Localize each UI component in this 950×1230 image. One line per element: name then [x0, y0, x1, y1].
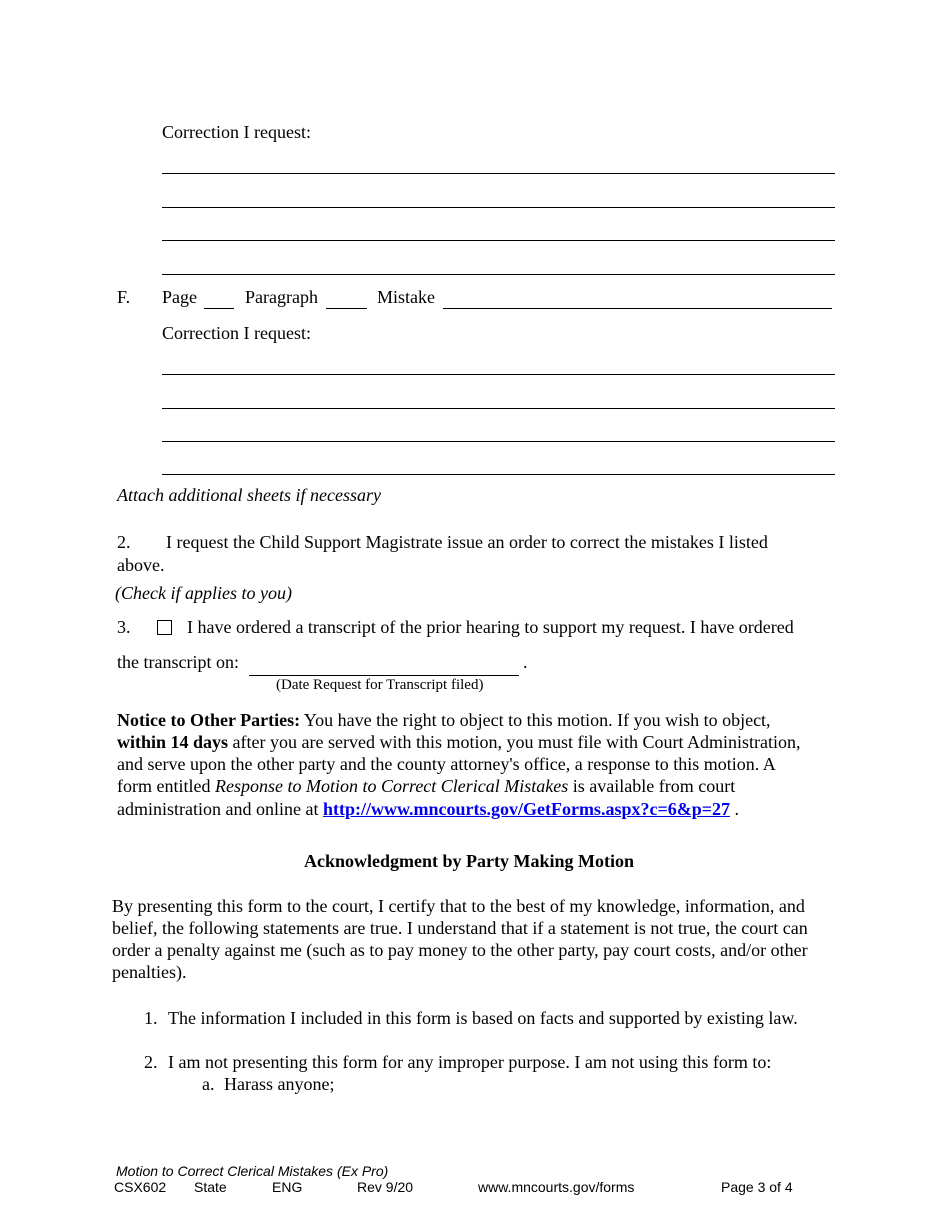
section-f-letter: F.	[117, 287, 131, 307]
check-note: (Check if applies to you)	[115, 583, 292, 603]
footer-language: ENG	[272, 1179, 303, 1195]
item3-text-line1: I have ordered a transcript of the prior hearing to support my request. I have ordered	[187, 617, 794, 637]
notice-text-5a: administration and online at	[117, 799, 323, 819]
page-label: Page	[162, 287, 197, 307]
notice-heading: Notice to Other Parties:	[117, 710, 301, 730]
correction-line-f-4[interactable]	[162, 474, 835, 475]
correction-line-f-1[interactable]	[162, 374, 835, 375]
attach-note: Attach additional sheets if necessary	[117, 485, 381, 505]
ack-para-line-3: order a penalty against me (such as to pay money to the other party, pay court costs, and/or other	[112, 940, 808, 960]
ack-item-1-text: The information I included in this form is based on facts and supported by existing law.	[168, 1008, 798, 1028]
getforms-link[interactable]: http://www.mncourts.gov/GetForms.aspx?c=6&p=27	[322, 799, 730, 819]
page-field-f[interactable]	[204, 308, 234, 309]
ack-para-line-2: belief, the following statements are true. I understand that if a statement is not true, the court can	[112, 918, 808, 938]
acknowledgment-title: Acknowledgment by Party Making Motion	[304, 851, 634, 871]
correction-line-f-2[interactable]	[162, 408, 835, 409]
response-form-title: Response to Motion to Correct Clerical Mistakes	[214, 776, 569, 796]
notice-deadline: within 14 days	[117, 732, 229, 752]
correction-line-e-4[interactable]	[162, 274, 835, 275]
notice-line-4	[117, 776, 735, 797]
correction-label-f: Correction I request:	[162, 323, 311, 343]
footer-revision: Rev 9/20	[357, 1179, 414, 1195]
footer-state: State	[194, 1179, 227, 1195]
correction-line-f-3[interactable]	[162, 441, 835, 442]
correction-line-e-3[interactable]	[162, 240, 835, 241]
ack-para-line-1: By presenting this form to the court, I certify that to the best of my knowledge, information, and	[112, 896, 805, 916]
mistake-label: Mistake	[377, 287, 435, 307]
ack-item-1-number: 1.	[144, 1008, 158, 1028]
correction-line-e-1[interactable]	[162, 173, 835, 174]
transcript-date-field[interactable]	[249, 675, 519, 676]
ack-para-line-4: penalties).	[112, 962, 187, 982]
correction-label-e: Correction I request:	[162, 122, 311, 142]
footer-website: www.mncourts.gov/forms	[478, 1179, 635, 1195]
item3-period: .	[523, 652, 528, 672]
ack-item-2-number: 2.	[144, 1052, 158, 1072]
notice-text-4b: is available from court	[568, 776, 736, 796]
ack-subitem-a-text: Harass anyone;	[224, 1074, 335, 1094]
ack-subitem-a-number: a.	[202, 1074, 215, 1094]
notice-line-2	[117, 732, 800, 753]
item3-number: 3.	[117, 617, 131, 637]
transcript-date-caption: (Date Request for Transcript filed)	[276, 677, 484, 693]
paragraph-label: Paragraph	[245, 287, 318, 307]
notice-text-2: after you are served with this motion, you must file with Court Administration,	[228, 732, 801, 752]
paragraph-field-f[interactable]	[326, 308, 367, 309]
item2-text-line2: above.	[117, 555, 165, 575]
notice-text-5b: .	[729, 799, 739, 819]
notice-line-3: and serve upon the other party and the county attorney's office, a response to this motion. A	[117, 754, 776, 774]
notice-line-1	[117, 710, 771, 731]
notice-text-1: You have the right to object to this motion. If you wish to object,	[300, 710, 771, 730]
mistake-field-f[interactable]	[443, 308, 832, 309]
correction-line-e-2[interactable]	[162, 207, 835, 208]
notice-line-5	[117, 799, 739, 820]
ack-item-2-text: I am not presenting this form for any improper purpose. I am not using this form to:	[168, 1052, 772, 1072]
footer-form-title: Motion to Correct Clerical Mistakes (Ex Pro)	[116, 1163, 389, 1179]
transcript-checkbox[interactable]	[157, 620, 172, 635]
notice-text-4a: form entitled	[117, 776, 215, 796]
footer-form-code: CSX602	[114, 1179, 167, 1195]
item2-number: 2.	[117, 532, 131, 552]
footer-page-number: Page 3 of 4	[721, 1179, 793, 1195]
item3-text-line2: the transcript on:	[117, 652, 239, 672]
item2-text-line1: I request the Child Support Magistrate issue an order to correct the mistakes I listed	[166, 532, 768, 552]
